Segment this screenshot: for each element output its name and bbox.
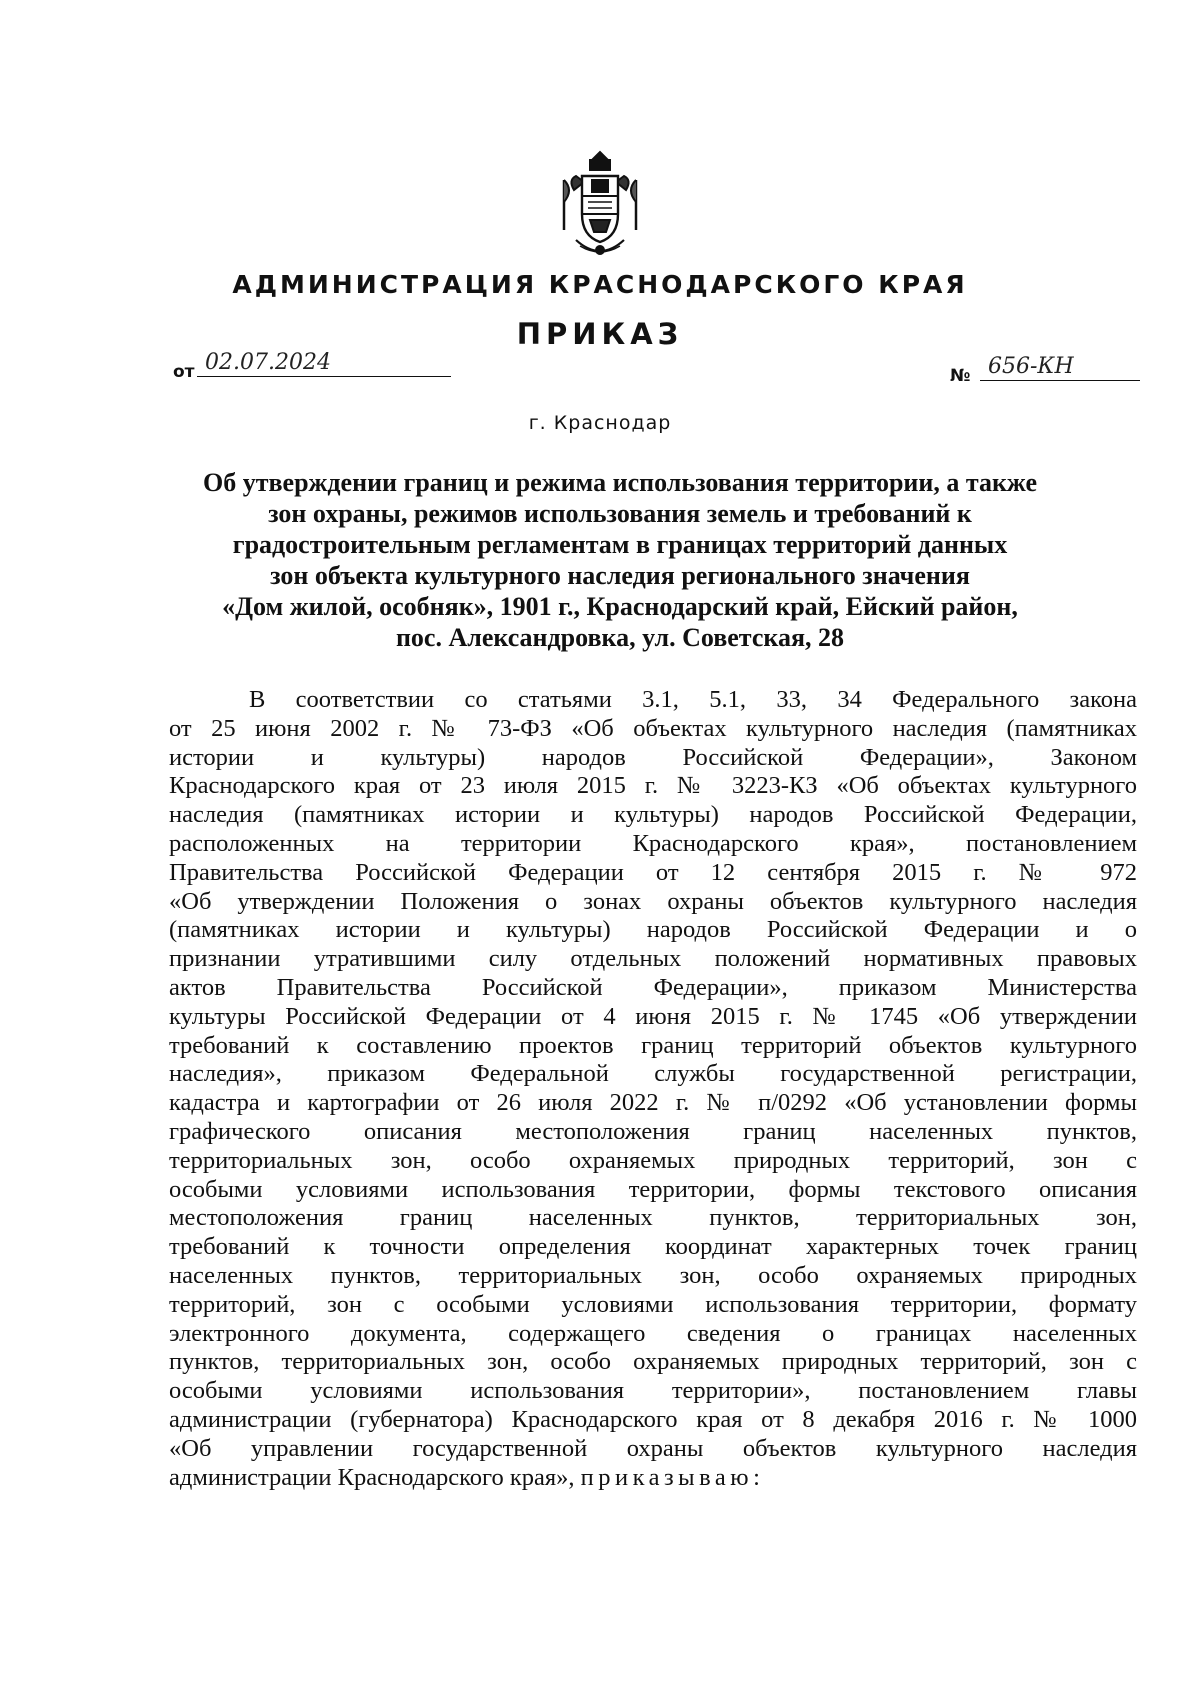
- title-line: пос. Александровка, ул. Советская, 28: [395, 623, 845, 652]
- closing-text: администрации Краснодарского края»,: [169, 1463, 575, 1491]
- body-line: (памятниках истории и культуры) народов Российской Федерации и о: [169, 916, 1137, 944]
- city: г. Краснодар: [528, 412, 672, 434]
- title-line: Об утверждении границ и режима использования территории, а также: [203, 468, 1037, 497]
- body-line: Краснодарского края от 23 июля 2015 г. № 3223-КЗ «Об объектах культурного: [169, 772, 1137, 800]
- body-line: от 25 июня 2002 г. № 73-ФЗ «Об объектах культурного наследия (памятниках: [169, 714, 1137, 742]
- preamble-paragraph: [169, 686, 1137, 1492]
- body-closing-line: [169, 1464, 1137, 1493]
- body-line: истории и культуры) народов Российской Федерации», Законом: [169, 743, 1137, 771]
- order-verb: приказываю:: [580, 1463, 765, 1491]
- issuing-authority: АДМИНИСТРАЦИЯ КРАСНОДАРСКОГО КРАЯ: [232, 270, 968, 299]
- title-line: зон охраны, режимов использования земель и требований к: [268, 499, 972, 528]
- body-line: кадастра и картографии от 26 июля 2022 г. № п/0292 «Об установлении формы: [169, 1089, 1137, 1117]
- body-line: актов Правительства Российской Федерации», приказом Министерства: [169, 973, 1137, 1001]
- body-line: требований к точности определения координат характерных точек границ: [169, 1233, 1137, 1261]
- number-label: №: [950, 366, 971, 386]
- body-line: наследия (памятниках истории и культуры) народов Российской Федерации,: [169, 801, 1137, 829]
- document-type: ПРИКАЗ: [516, 317, 684, 351]
- body-line: местоположения границ населенных пунктов, территориальных зон,: [169, 1204, 1137, 1232]
- body-line: признании утратившими силу отдельных положений нормативных правовых: [169, 945, 1137, 973]
- body-line: культуры Российской Федерации от 4 июня 2015 г. № 1745 «Об утверждении: [169, 1002, 1137, 1030]
- body-line: Правительства Российской Федерации от 12 сентября 2015 г. № 972: [169, 858, 1137, 886]
- body-line: территорий, зон с особыми условиями использования территории, формату: [169, 1290, 1137, 1318]
- body-line: В соответствии со статьями 3.1, 5.1, 33, 34 Федерального закона: [249, 686, 1137, 713]
- body-line: «Об управлении государственной охраны объектов культурного наследия: [169, 1434, 1137, 1462]
- body-line: администрации (губернатора) Краснодарского края от 8 декабря 2016 г. № 1000: [169, 1405, 1137, 1433]
- date-handwritten: 02.07.2024: [197, 350, 451, 377]
- body-line: «Об утверждении Положения о зонах охраны объектов культурного наследия: [169, 887, 1137, 915]
- date-label: от: [173, 362, 195, 382]
- body-line: наследия», приказом Федеральной службы государственной регистрации,: [169, 1060, 1137, 1088]
- title-line: градостроительным регламентам в границах территорий данных: [232, 530, 1008, 559]
- number-handwritten: 656-КН: [980, 354, 1140, 381]
- body-line: требований к составлению проектов границ территорий объектов культурного: [169, 1031, 1137, 1059]
- body-line: особыми условиями использования территории», постановлением главы: [169, 1377, 1137, 1405]
- body-line: особыми условиями использования территории, формы текстового описания: [169, 1175, 1137, 1203]
- body-line: населенных пунктов, территориальных зон, особо охраняемых природных: [169, 1261, 1137, 1289]
- body-line: электронного документа, содержащего сведения о границах населенных: [169, 1319, 1137, 1347]
- body-line: пунктов, территориальных зон, особо охраняемых природных территорий, зон с: [169, 1348, 1137, 1376]
- title-line: зон объекта культурного наследия регионального значения: [270, 561, 970, 590]
- coat-of-arms-icon: [554, 150, 646, 262]
- body-line: графического описания местоположения границ населенных пунктов,: [169, 1117, 1137, 1145]
- body-line: территориальных зон, особо охраняемых природных территорий, зон с: [169, 1146, 1137, 1174]
- body-line: расположенных на территории Краснодарского края», постановлением: [169, 829, 1137, 857]
- title-line: «Дом жилой, особняк», 1901 г., Краснодарский край, Ейский район,: [222, 592, 1018, 621]
- document-title: [190, 467, 1050, 653]
